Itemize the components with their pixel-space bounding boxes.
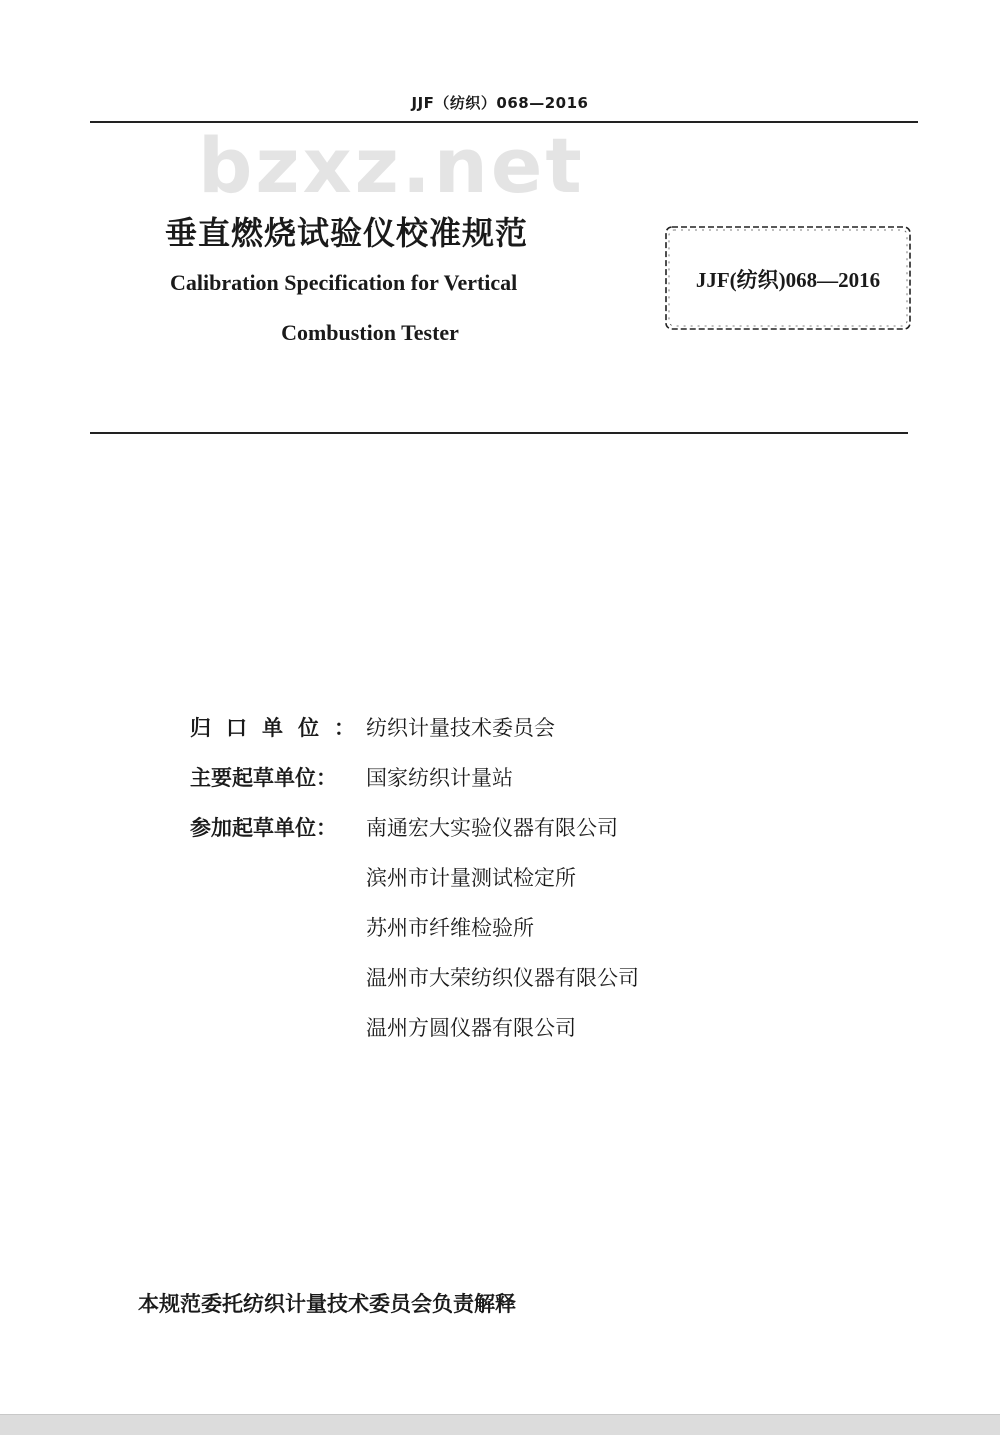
section-rule [90, 432, 908, 434]
responsible-unit-value: 纺织计量技术委员会 [366, 716, 555, 740]
participating-unit: 南通宏大实验仪器有限公司 [366, 816, 618, 840]
main-drafter-label: 主要起草单位： [190, 766, 337, 790]
title-english-line1: Calibration Specification for Vertical [170, 270, 518, 295]
viewer-bottom-strip [0, 1414, 1000, 1435]
title-chinese: 垂直燃烧试验仪校准规范 [165, 214, 529, 252]
title-english-line2: Combustion Tester [281, 320, 459, 345]
standard-code-box-text: JJF(纺织)068—2016 [695, 268, 881, 292]
participating-unit: 温州市大荣纺织仪器有限公司 [366, 966, 639, 990]
header-standard-code: JJF（纺织）068—2016 [411, 94, 589, 112]
watermark: bzxz.net [198, 121, 585, 210]
main-drafter-value: 国家纺织计量站 [366, 766, 513, 790]
interpretation-note: 本规范委托纺织计量技术委员会负责解释 [138, 1292, 516, 1316]
participating-unit: 苏州市纤维检验所 [366, 916, 534, 940]
participating-unit: 温州方圆仪器有限公司 [366, 1016, 576, 1040]
standard-code-box [663, 224, 913, 332]
participating-unit: 滨州市计量测试检定所 [366, 866, 576, 890]
participating-drafter-label: 参加起草单位： [190, 816, 337, 840]
responsible-unit-label: 归口单位： [190, 716, 370, 740]
